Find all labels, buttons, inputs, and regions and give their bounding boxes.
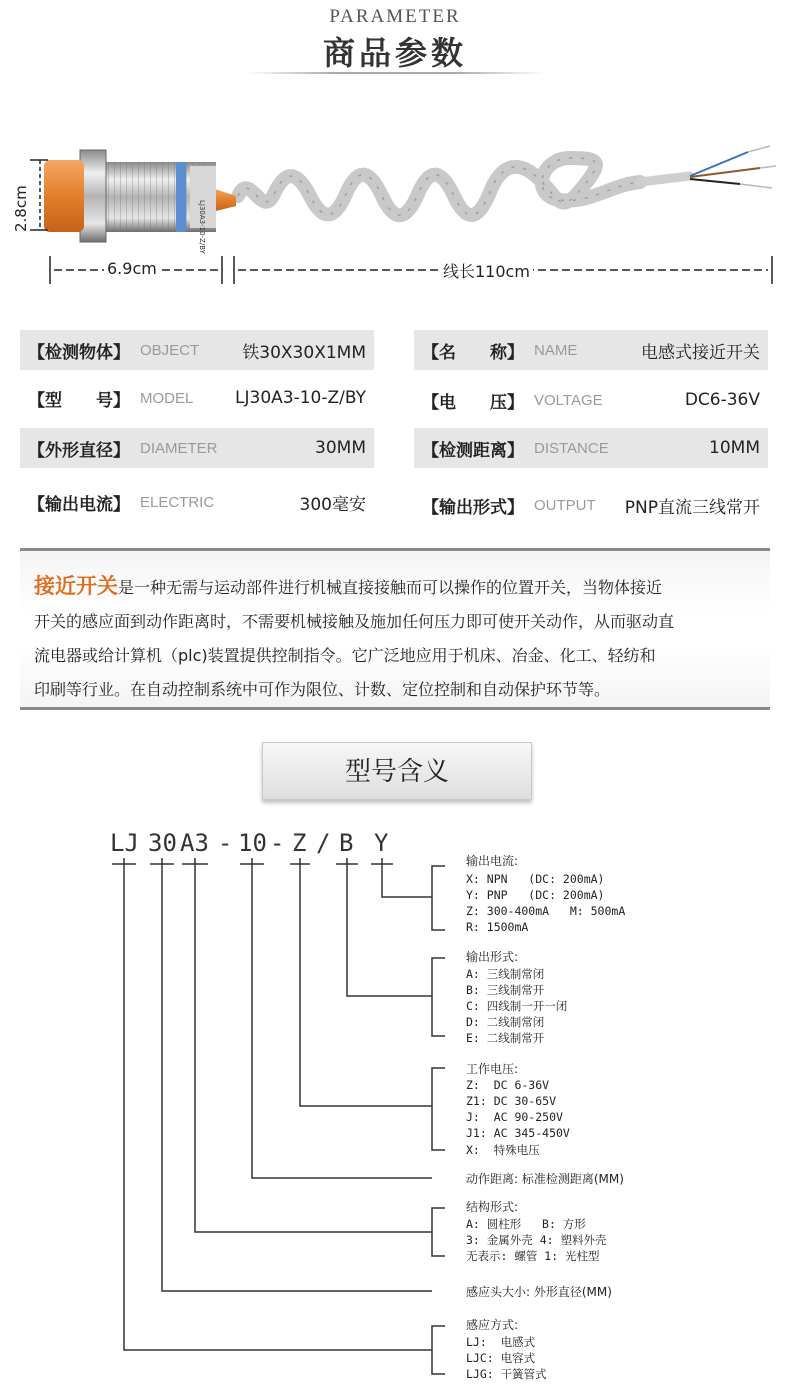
group-item: Z: DC 6-36V bbox=[466, 1078, 550, 1092]
spec-label: 【检测物体】 bbox=[28, 342, 130, 363]
spec-label: 【型 号】 bbox=[28, 390, 130, 411]
code-structure: A3 bbox=[180, 829, 209, 857]
group-item: Z1: DC 30-65V bbox=[466, 1094, 557, 1108]
group-item: X: 特殊电压 bbox=[466, 1143, 540, 1157]
spec-value: 电感式接近开关 bbox=[641, 342, 760, 363]
group-item: J1: AC 345-450V bbox=[466, 1126, 570, 1140]
spec-value: 30MM bbox=[315, 438, 366, 458]
spec-value: PNP直流三线常开 bbox=[624, 497, 760, 518]
spec-en-label: DIAMETER bbox=[140, 439, 218, 457]
length-dimension: 6.9cm bbox=[104, 259, 160, 278]
group-item: Z: 300-400mA M: 500mA bbox=[466, 904, 626, 918]
group-item: E: 二线制常开 bbox=[466, 1031, 545, 1045]
group-item: Y: PNP (DC: 200mA) bbox=[466, 888, 605, 902]
header-english-title: PARAMETER bbox=[329, 6, 461, 27]
spec-value: DC6-36V bbox=[684, 390, 760, 410]
group-title: 动作距离: 标准检测距离(MM) bbox=[466, 1172, 624, 1186]
spec-value: LJ30A3-10-Z/BY bbox=[235, 388, 366, 408]
code-output-current: Y bbox=[374, 829, 389, 857]
spec-value: 铁30X30X1MM bbox=[242, 342, 366, 363]
spec-en-label: MODEL bbox=[140, 389, 194, 407]
group-title: 感应方式: bbox=[466, 1318, 519, 1332]
height-dimension: 2.8cm bbox=[12, 185, 30, 232]
group-item: A: 圆柱形 B: 方形 bbox=[466, 1217, 586, 1231]
cable-length-dimension: 线长110cm bbox=[440, 259, 533, 282]
spec-en-label: DISTANCE bbox=[534, 439, 609, 457]
spec-en-label: OUTPUT bbox=[534, 496, 596, 514]
spec-value: 10MM bbox=[709, 438, 760, 458]
spec-label: 【输出形式】 bbox=[422, 497, 524, 518]
spec-label: 【输出电流】 bbox=[28, 494, 130, 515]
code-size: 30 bbox=[148, 829, 177, 857]
code-distance: 10 bbox=[238, 829, 267, 857]
group-title: 输出电流: bbox=[466, 854, 519, 868]
spec-value: 300毫安 bbox=[299, 494, 366, 515]
spec-label: 【检测距离】 bbox=[422, 440, 524, 461]
description-line: 印刷等行业。在自动控制系统中可作为限位、计数、定位控制和自动保护环节等。 bbox=[34, 680, 611, 699]
code-output-form: B bbox=[339, 829, 354, 857]
spec-label: 【外形直径】 bbox=[28, 440, 130, 461]
spec-label: 【名 称】 bbox=[422, 342, 524, 363]
group-item: LJC: 电容式 bbox=[466, 1351, 536, 1365]
product-label: LJ30A3-10-Z/BY bbox=[198, 200, 206, 254]
spec-en-label: NAME bbox=[534, 341, 578, 359]
group-item: C: 四线制一开一闭 bbox=[466, 999, 568, 1013]
header-chinese-title: 商品参数 bbox=[322, 34, 467, 72]
group-item: LJ: 电感式 bbox=[466, 1335, 536, 1349]
description-line: 开关的感应面到动作距离时，不需要机械接触及施加任何压力即可使开关动作，从而驱动直 bbox=[34, 612, 675, 631]
description-text: 是一种无需与运动部件进行机械直接接触而可以操作的位置开关，当物体接近 bbox=[118, 578, 663, 597]
group-item: R: 1500mA bbox=[466, 920, 529, 934]
spec-en-label: VOLTAGE bbox=[534, 391, 603, 409]
group-title: 工作电压: bbox=[466, 1062, 519, 1076]
group-title: 输出形式: bbox=[466, 950, 519, 964]
group-item: J: AC 90-250V bbox=[466, 1110, 563, 1124]
model-meaning-title: 型号含义 bbox=[262, 742, 532, 800]
code-voltage: Z bbox=[292, 829, 307, 857]
code-slash: / bbox=[316, 829, 331, 857]
group-item: X: NPN (DC: 200mA) bbox=[466, 872, 605, 886]
description-highlight: 接近开关 bbox=[34, 574, 118, 598]
group-item: B: 三线制常开 bbox=[466, 983, 545, 997]
description-line: 流电器或给计算机（plc)装置提供控制指令。它广泛地应用于机床、冶金、化工、轻纺和 bbox=[34, 646, 656, 665]
group-item: 3: 金属外壳 4: 塑料外壳 bbox=[466, 1233, 607, 1247]
spec-label: 【电 压】 bbox=[422, 392, 524, 413]
group-item: 无表示: 螺管 1: 光柱型 bbox=[466, 1249, 600, 1263]
group-item: LJG: 干簧管式 bbox=[466, 1367, 547, 1381]
spec-en-label: OBJECT bbox=[140, 341, 200, 359]
spec-en-label: ELECTRIC bbox=[140, 493, 215, 511]
group-title: 感应头大小: 外形直径(MM) bbox=[466, 1285, 612, 1299]
code-type: LJ bbox=[110, 829, 139, 857]
group-title: 结构形式: bbox=[466, 1200, 519, 1214]
code-separator: - bbox=[218, 829, 233, 857]
group-item: D: 二线制常闭 bbox=[466, 1015, 545, 1029]
group-item: A: 三线制常闭 bbox=[466, 967, 545, 981]
code-separator: - bbox=[270, 829, 285, 857]
